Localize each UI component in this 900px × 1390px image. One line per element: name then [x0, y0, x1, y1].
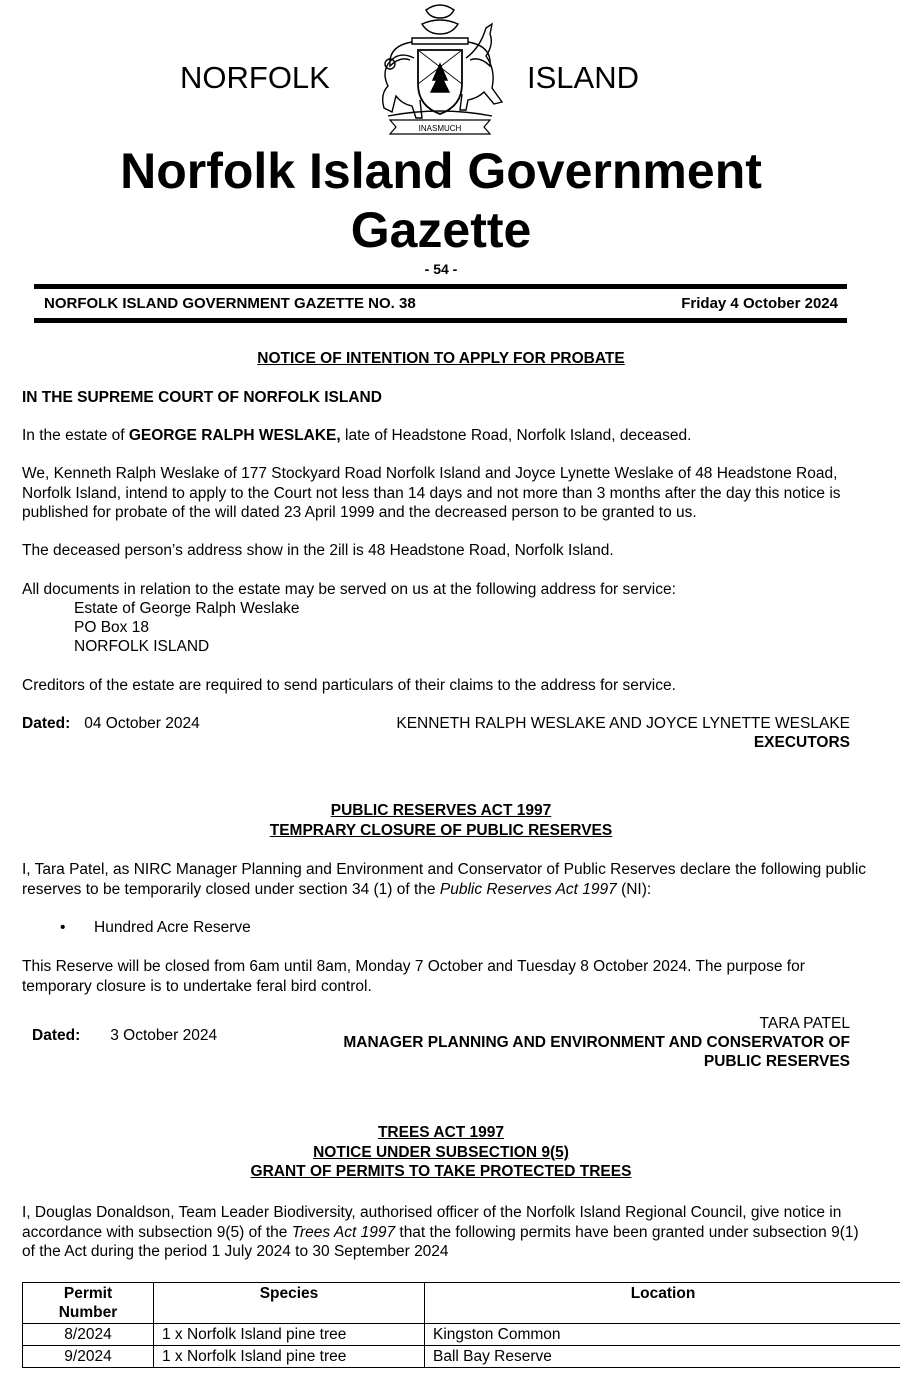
probate-signatories-role: EXECUTORS — [753, 734, 850, 751]
reserve-bullet-item: • Hundred Acre Reserve — [60, 919, 251, 936]
reserves-dated: Dated: 3 October 2024 — [32, 1027, 218, 1044]
reserves-signatory: TARA PATEL — [759, 1015, 850, 1032]
reserves-heading: PUBLIC RESERVES ACT 1997 TEMPRARY CLOSURE OF PUBLIC RESERVES — [269, 802, 613, 839]
service-intro: All documents in relation to the estate may be served on us at the following address for service: — [22, 581, 676, 598]
permits-table — [22, 1282, 900, 1368]
masthead-left-word: NORFOLK — [180, 60, 330, 95]
service-address-line1: Estate of George Ralph Weslake — [74, 600, 300, 617]
gazette-title-line2: Gazette — [350, 202, 532, 258]
col-species: Species — [154, 1283, 425, 1324]
probate-signatories: KENNETH RALPH WESLAKE AND JOYCE LYNETTE WESLAKE — [396, 715, 850, 732]
estate-line: In the estate of GEORGE RALPH WESLAKE, late of Headstone Road, Norfolk Island, deceased. — [22, 427, 692, 444]
masthead-right-word: ISLAND — [527, 60, 639, 95]
permit-number-cell: 8/2024 — [23, 1324, 154, 1346]
service-address-line2: PO Box 18 — [74, 619, 149, 636]
gazette-number: NORFOLK ISLAND GOVERNMENT GAZETTE NO. 38 — [44, 295, 416, 312]
trees-heading: TREES ACT 1997 NOTICE UNDER SUBSECTION 9(5) GRANT OF PERMITS TO TAKE PROTECTED TREES — [250, 1124, 632, 1180]
address-note: The deceased person’s address show in the 2ill is 48 Headstone Road, Norfolk Island. — [22, 542, 614, 559]
species-cell: 1 x Norfolk Island pine tree — [154, 1324, 425, 1346]
location-cell: Kingston Common — [425, 1324, 900, 1346]
table-row — [23, 1324, 900, 1346]
closure-paragraph: This Reserve will be closed from 6am until 8am, Monday 7 October and Tuesday 8 October 2024. The purpose for temporary closure is to undertake feral bird control. — [22, 958, 805, 995]
gazette-title-line1: Norfolk Island Government — [120, 143, 762, 199]
intent-paragraph: We, Kenneth Ralph Weslake of 177 Stockyard Road Norfolk Island and Joyce Lynette Weslake of 48 Headstone Road, Norfolk Island, intend to apply to the Court not less than 14 days and not more than 3 months after the day this notice is published for probate of the will dated 23 April 1999 and the decreased person to be granted to us. — [22, 465, 841, 521]
court-heading: IN THE SUPREME COURT OF NORFOLK ISLAND — [22, 389, 382, 406]
reserves-declaration: I, Tara Patel, as NIRC Manager Planning and Environment and Conservator of Public Reserves declare the following public reserves to be temporarily closed under section 34 (1) of the Public Reserves Act 1997 (NI): — [22, 861, 867, 898]
col-permit-number: Permit Number — [23, 1283, 154, 1324]
crest-motto: INASMUCH — [418, 124, 462, 133]
probate-dated: Dated: 04 October 2024 — [22, 715, 200, 732]
location-cell: Ball Bay Reserve — [425, 1346, 900, 1368]
probate-heading: NOTICE OF INTENTION TO APPLY FOR PROBATE — [257, 350, 625, 367]
creditors-paragraph: Creditors of the estate are required to send particulars of their claims to the address for service. — [22, 677, 676, 694]
header-rule-top — [34, 284, 847, 289]
table-row — [23, 1346, 900, 1368]
permits-table-header — [23, 1283, 900, 1324]
page-number: - 54 - — [424, 261, 458, 277]
header-rule-bottom — [34, 318, 847, 323]
col-location: Location — [425, 1283, 900, 1324]
gazette-date: Friday 4 October 2024 — [681, 295, 838, 312]
permit-number-cell: 9/2024 — [23, 1346, 154, 1368]
gazette-info-band — [44, 295, 838, 312]
reserves-signatory-role1: MANAGER PLANNING AND ENVIRONMENT AND CONSERVATOR OF — [343, 1034, 850, 1051]
reserves-signatory-role2: PUBLIC RESERVES — [703, 1053, 850, 1070]
trees-notice: I, Douglas Donaldson, Team Leader Biodiversity, authorised officer of the Norfolk Island Regional Council, give notice in accordance with subsection 9(5) of the Trees Act 1997 that the following permits have been granted under subsection 9(1) of the Act during the period 1 July 2024 to 30 September 2024 — [22, 1204, 859, 1260]
service-address-line3: NORFOLK ISLAND — [74, 638, 210, 655]
species-cell: 1 x Norfolk Island pine tree — [154, 1346, 425, 1368]
coat-of-arms-icon — [366, 2, 514, 136]
